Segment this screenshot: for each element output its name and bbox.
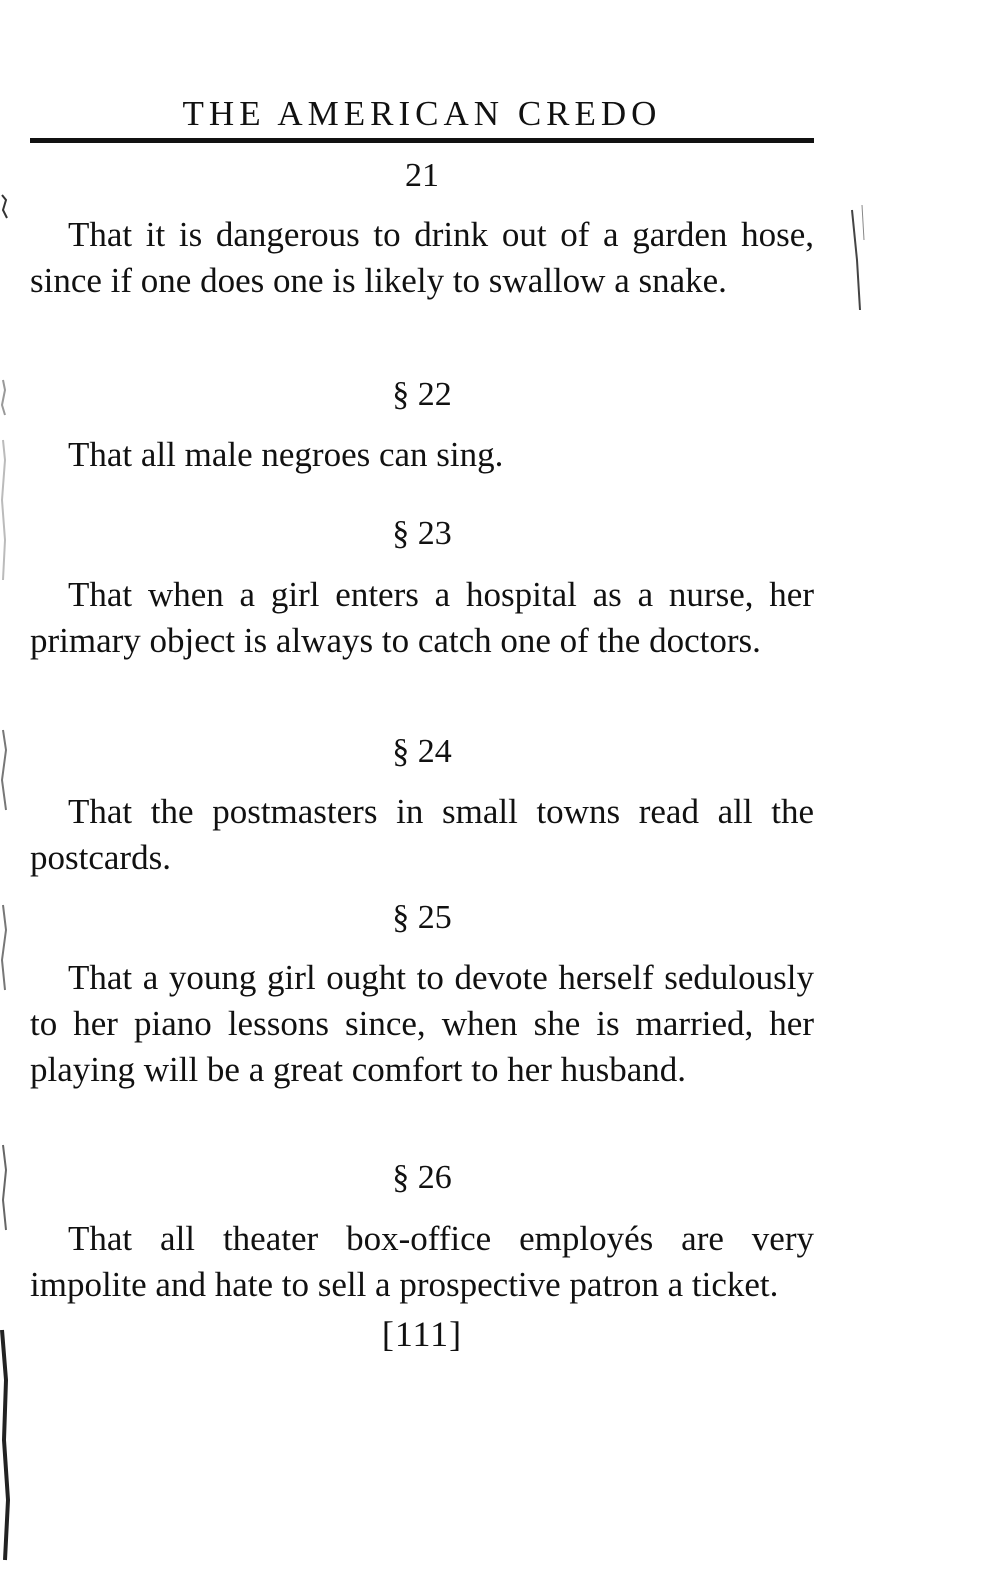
section-number-24: § 24 [392,733,452,770]
section-text-23: That when a girl enters a hospital as a nurse, her primary object is always to catch one of the doctors. [30,575,814,660]
section-text-22: That all male negroes can sing. [68,435,504,474]
section-text-24: That the postmasters in small towns read all the postcards. [30,792,814,877]
section-number-22: § 22 [392,376,452,413]
header-rule [30,138,814,143]
section-number-25: § 25 [392,899,452,936]
section-number-26: § 26 [392,1159,452,1196]
section-text-25: That a young girl ought to devote herself sedulously to her piano lessons since, when she is married, her playing will be a great comfort to her husband. [30,958,814,1089]
section-number-21: 21 [405,157,439,194]
running-head: THE AMERICAN CREDO [182,94,662,133]
section-number-23: § 23 [392,515,452,552]
section-text-21: That it is dangerous to drink out of a garden hose, since if one does one is likely to swallow a snake. [30,215,814,300]
section-text-26: That all theater box-office employés are very impolite and hate to sell a prospective patron a ticket. [30,1219,814,1304]
page-number: [111] [381,1314,463,1354]
